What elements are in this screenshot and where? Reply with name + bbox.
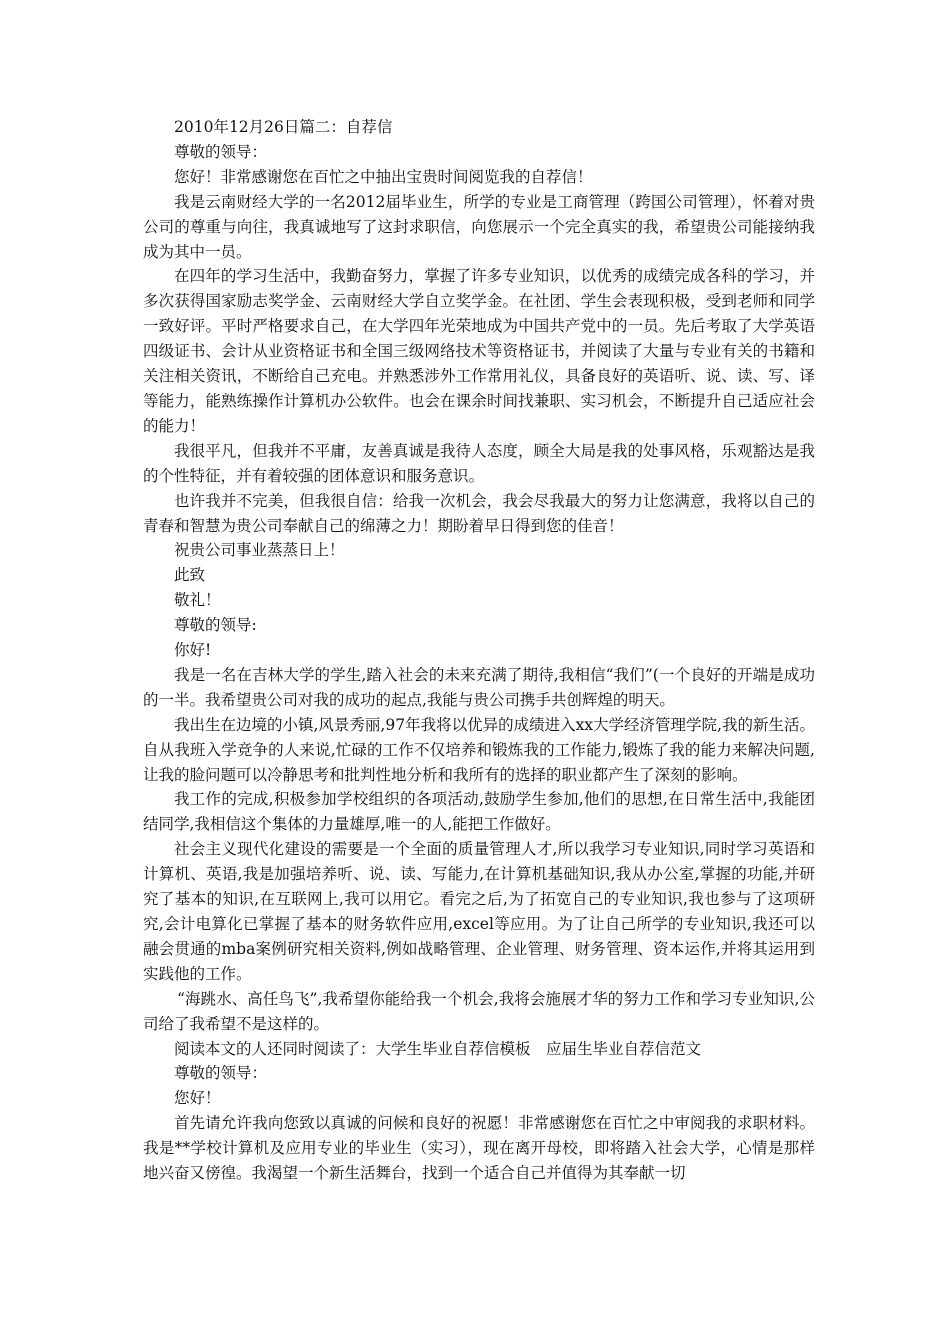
body-paragraph: 我是一名在吉林大学的学生,踏入社会的未来充满了期待,我相信“我们”(一个良好的开端是成功的一半。我希望贵公司对我的成功的起点,我能与贵公司携手共创辉煌的明天。 [143,665,815,709]
closing-line: 敬礼！ [174,591,221,610]
body-paragraph: “海跳水、高任鸟飞”,我希望你能给我一个机会,我将会施展才华的努力工作和学习专业知识,公司给了我希望不是这样的。 [143,989,815,1033]
related-reading: 阅读本文的人还同时阅读了：大学生毕业自荐信模板 应届生毕业自荐信范文 [174,1039,702,1058]
salutation: 尊敬的领导: [174,616,257,635]
salutation: 尊敬的领导： [174,1064,268,1083]
body-paragraph: 我出生在边境的小镇,风景秀丽,97年我将以优异的成绩进入xx大学经济管理学院,我的新生活。自从我班入学竞争的人来说,忙碌的工作不仅培养和锻炼我的工作能力,锻炼了我的能力来解决问题,让我的脸问题可以冷静思考和批判性地分析和我所有的选择的职业都产生了深刻的影响。 [143,715,815,784]
greeting: 您好！非常感谢您在百忙之中抽出宝贵时间阅览我的自荐信！ [174,167,593,186]
greeting: 你好! [174,641,212,660]
body-paragraph: 也许我并不完美，但我很自信：给我一次机会，我会尽我最大的努力让您满意，我将以自己的青春和智慧为贵公司奉献自己的绵薄之力！期盼着早日得到您的佳音！ [143,491,815,535]
body-paragraph: 我是云南财经大学的一名2012届毕业生，所学的专业是工商管理（跨国公司管理），怀着对贵公司的尊重与向往，我真诚地写了这封求职信，向您展示一个完全真实的我，希望贵公司能接纳我成为其中一员。 [143,192,815,261]
greeting: 您好！ [174,1089,221,1108]
body-paragraph: 首先请允许我向您致以真诚的问候和良好的祝愿！非常感谢您在百忙之中审阅我的求职材料。我是**学校计算机及应用专业的毕业生（实习），现在离开母校，即将踏入社会大学，心情是那样地兴奋又傍徨。我渴望一个新生活舞台，找到一个适合自己并值得为其奉献一切 [143,1114,815,1183]
body-paragraph: 我工作的完成,积极参加学校组织的各项活动,鼓励学生参加,他们的思想,在日常生活中,我能团结同学,我相信这个集体的力量雄厚,唯一的人,能把工作做好。 [143,790,815,834]
body-paragraph: 我很平凡，但我并不平庸，友善真诚是我待人态度，顾全大局是我的处事风格，乐观豁达是我的个性特征，并有着较强的团体意识和服务意识。 [143,441,815,485]
date-heading: 2010年12月26日篇二：自荐信 [174,118,393,136]
document-body [143,115,815,1186]
closing-wish: 祝贵公司事业蒸蒸日上！ [174,541,345,560]
closing-line: 此致 [174,566,206,585]
salutation: 尊敬的领导： [174,142,268,161]
body-paragraph: 社会主义现代化建设的需要是一个全面的质量管理人才,所以我学习专业知识,同时学习英语和计算机、英语,我是加强培养听、说、读、写能力,在计算机基础知识,我从办公室,掌握的功能,并研究了基本的知识,在互联网上,我可以用它。看完之后,为了拓宽自己的专业知识,我也参与了这项研究,会计电算化已掌握了基本的财务软件应用,excel等应用。为了让自己所学的专业知识,我还可以融会贯通的mba案例研究相关资料,例如战略管理、企业管理、财务管理、资本运作,并将其运用到实践他的工作。 [143,840,815,983]
body-paragraph: 在四年的学习生活中，我勤奋努力，掌握了许多专业知识，以优秀的成绩完成各科的学习，并多次获得国家励志奖学金、云南财经大学自立奖学金。在社团、学生会表现积极，受到老师和同学一致好评。平时严格要求自己，在大学四年光荣地成为中国共产党中的一员。先后考取了大学英语四级证书、会计从业资格证书和全国三级网络技术等资格证书，并阅读了大量与专业有关的书籍和关注相关资讯，不断给自己充电。并熟悉涉外工作常用礼仪，具备良好的英语听、说、读、写、译等能力，能熟练操作计算机办公软件。也会在课余时间找兼职、实习机会，不断提升自己适应社会的能力！ [143,267,815,435]
